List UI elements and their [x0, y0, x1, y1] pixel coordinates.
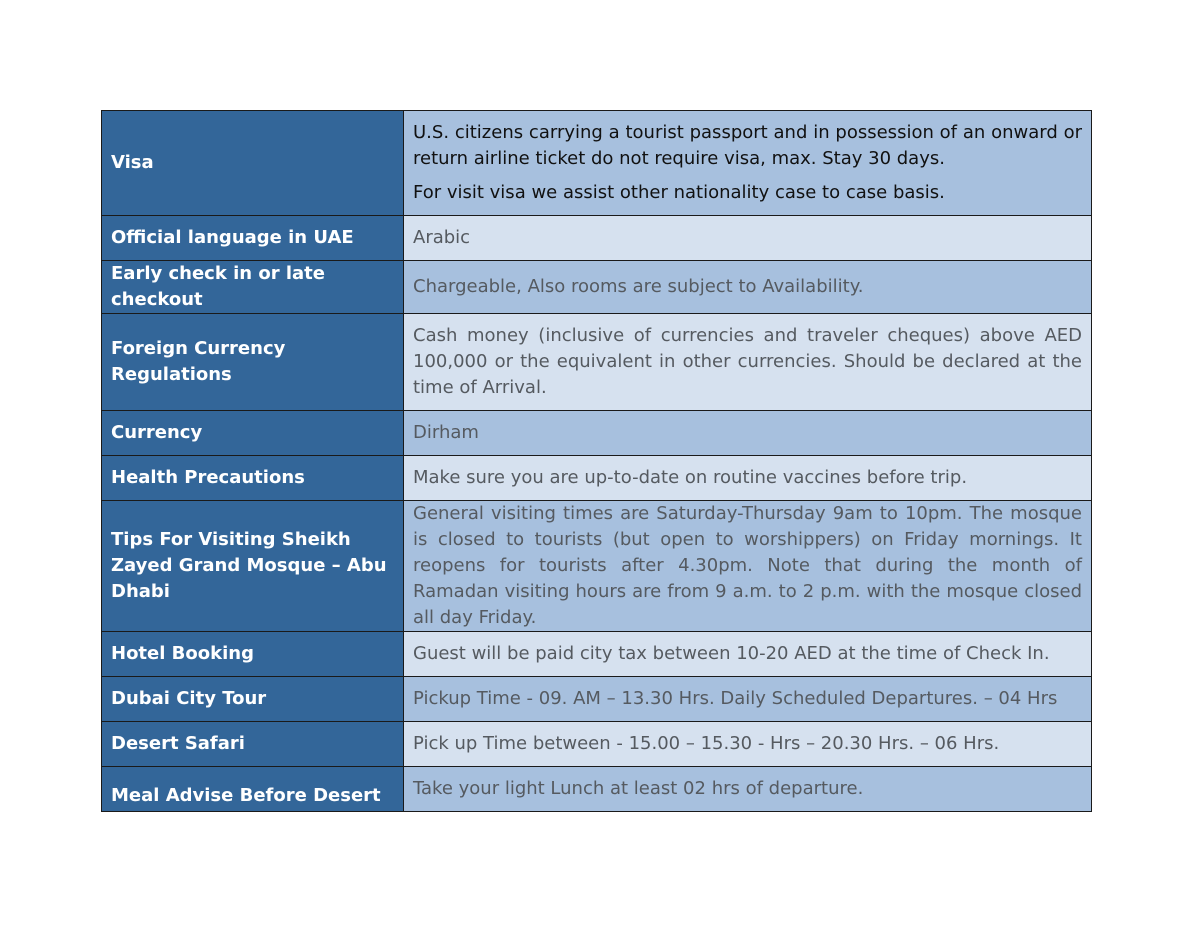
table-row-hotel-booking [102, 632, 1092, 677]
table-row-currency [102, 411, 1092, 456]
row-value: Arabic [404, 216, 1092, 261]
table-row-visa [102, 111, 1092, 216]
table-row-health-precautions [102, 456, 1092, 501]
table-row-desert-safari [102, 722, 1092, 767]
row-label: Early check in or late checkout [102, 261, 404, 314]
row-label: Health Precautions [102, 456, 404, 501]
row-value: Dirham [404, 411, 1092, 456]
row-value: Take your light Lunch at least 02 hrs of departure. [404, 767, 1092, 812]
row-value: Make sure you are up-to-date on routine vaccines before trip. [404, 456, 1092, 501]
visa-paragraph-1: U.S. citizens carrying a tourist passport and in possession of an onward or return airline ticket do not require visa, max. Stay 30 days. [413, 122, 1082, 169]
row-value: Chargeable, Also rooms are subject to Availability. [404, 261, 1092, 314]
row-value: Guest will be paid city tax between 10-20 AED at the time of Check In. [404, 632, 1092, 677]
row-label: Dubai City Tour [102, 677, 404, 722]
row-label: Currency [102, 411, 404, 456]
table-row-mosque-tips [102, 501, 1092, 632]
visa-paragraph-2: For visit visa we assist other nationality case to case basis. [413, 182, 945, 203]
row-label: Visa [102, 111, 404, 216]
table-row-official-language [102, 216, 1092, 261]
row-value: Pick up Time between - 15.00 – 15.30 - Hrs – 20.30 Hrs. – 06 Hrs. [404, 722, 1092, 767]
row-label: Official language in UAE [102, 216, 404, 261]
row-value [404, 111, 1092, 216]
row-label: Desert Safari [102, 722, 404, 767]
travel-info-table [101, 110, 1092, 812]
table-row-meal-advise [102, 767, 1092, 812]
row-value: Cash money (inclusive of currencies and traveler cheques) above AED 100,000 or the equivalent in other currencies. Should be declared at the time of Arrival. [404, 314, 1092, 411]
row-label: Hotel Booking [102, 632, 404, 677]
row-label: Meal Advise Before Desert [102, 767, 404, 812]
row-value: General visiting times are Saturday-Thursday 9am to 10pm. The mosque is closed to tourists (but open to worshippers) on Friday mornings. It reopens for tourists after 4.30pm. Note that during the month of Ramadan visiting hours are from 9 a.m. to 2 p.m. with the mosque closed all day Friday. [404, 501, 1092, 632]
table-row-early-check-in [102, 261, 1092, 314]
row-label: Foreign Currency Regulations [102, 314, 404, 411]
row-value: Pickup Time - 09. AM – 13.30 Hrs. Daily Scheduled Departures. – 04 Hrs [404, 677, 1092, 722]
table-row-dubai-city-tour [102, 677, 1092, 722]
row-label: Tips For Visiting Sheikh Zayed Grand Mosque – Abu Dhabi [102, 501, 404, 632]
table-row-foreign-currency [102, 314, 1092, 411]
